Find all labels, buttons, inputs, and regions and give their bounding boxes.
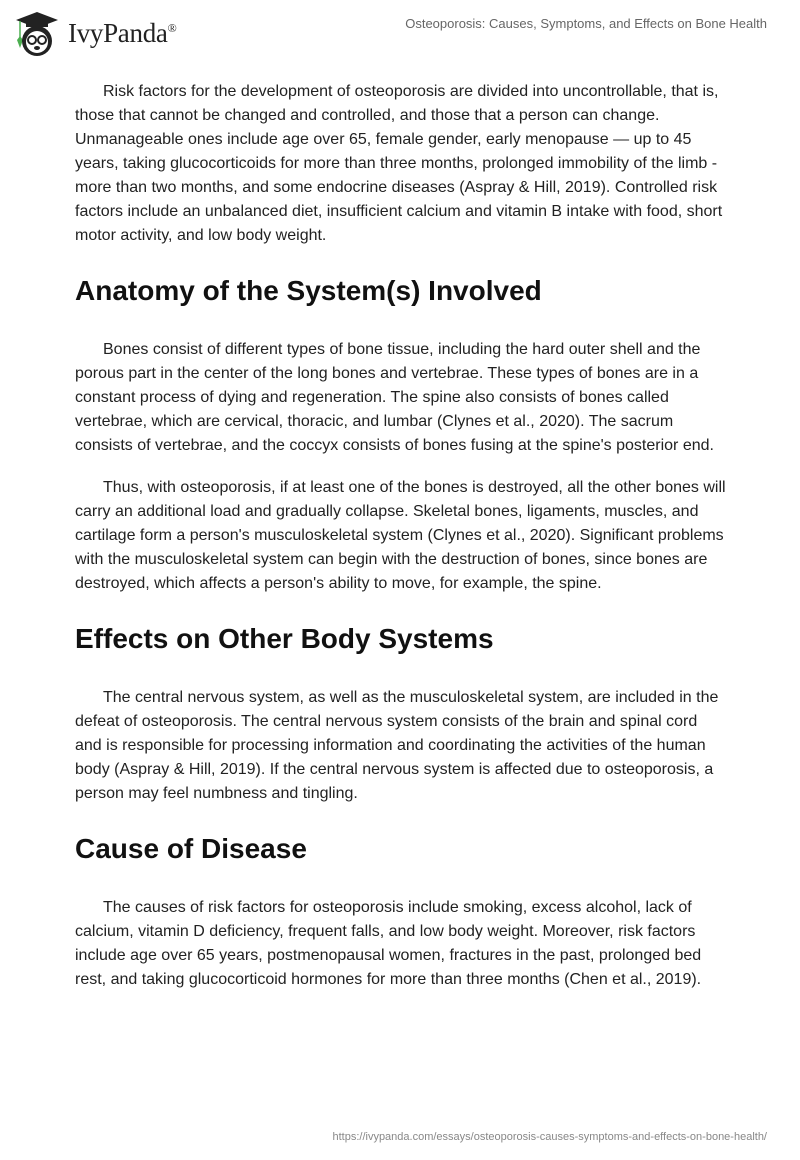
panda-graduate-icon bbox=[12, 8, 62, 58]
ivypanda-logo[interactable] bbox=[12, 8, 176, 58]
section-heading: Cause of Disease bbox=[75, 833, 307, 864]
document-title: Osteoporosis: Causes, Symptoms, and Effects on Bone Health bbox=[405, 16, 767, 31]
paragraph: The causes of risk factors for osteoporosis include smoking, excess alcohol, lack of calcium, vitamin D deficiency, frequent falls, and low body weight. Moreover, risk factors include age over 65 years, postmenopausal women, fractures in the past, prolonged bed rest, and taking glucocorticoid hormones for more than three months (Chen et al., 2019). bbox=[75, 899, 702, 988]
essay-body bbox=[75, 80, 727, 1010]
paragraph: Thus, with osteoporosis, if at least one of the bones is destroyed, all the other bones will carry an additional load and gradually collapse. Skeletal bones, ligaments, muscles, and cartilage form a person's musculoskeletal system (Clynes et al., 2020). Significant problems with the musculoskeletal system can begin with the destruction of bones, since bones are destroyed, which affects a person's ability to move, for example, the spine. bbox=[75, 479, 726, 592]
logo-text: IvyPanda® bbox=[68, 17, 177, 48]
footer-url[interactable]: https://ivypanda.com/essays/osteoporosis-causes-symptoms-and-effects-on-bone-health/ bbox=[332, 1131, 767, 1143]
page-header bbox=[0, 0, 800, 60]
section-heading: Effects on Other Body Systems bbox=[75, 623, 494, 654]
paragraph: Bones consist of different types of bone tissue, including the hard outer shell and the porous part in the center of the long bones and vertebrae. These types of bones are in a constant process of dying and regeneration. The spine also consists of bones called vertebrae, which are cervical, thoracic, and lumbar (Clynes et al., 2020). The sacrum consists of vertebrae, and the coccyx consists of bones fusing at the spine's posterior end. bbox=[75, 341, 714, 454]
section-heading: Anatomy of the System(s) Involved bbox=[75, 275, 542, 306]
paragraph: The central nervous system, as well as the musculoskeletal system, are included in the defeat of osteoporosis. The central nervous system consists of the brain and spinal cord and is responsible for processing information and coordinating the activities of the human body (Aspray & Hill, 2019). If the central nervous system is affected due to osteoporosis, a person may feel numbness and tingling. bbox=[75, 689, 719, 802]
paragraph: Risk factors for the development of osteoporosis are divided into uncontrollable, that is, those that cannot be changed and controlled, and those that a person can change. Unmanageable ones include age over 65, female gender, early menopause — up to 45 years, taking glucocorticoids for more than three months, prolonged immobility of the limb - more than two months, and some endocrine diseases (Aspray & Hill, 2019). Controlled risk factors include an unbalanced diet, insufficient calcium and vitamin B intake with food, short motor activity, and low body weight. bbox=[75, 83, 723, 244]
